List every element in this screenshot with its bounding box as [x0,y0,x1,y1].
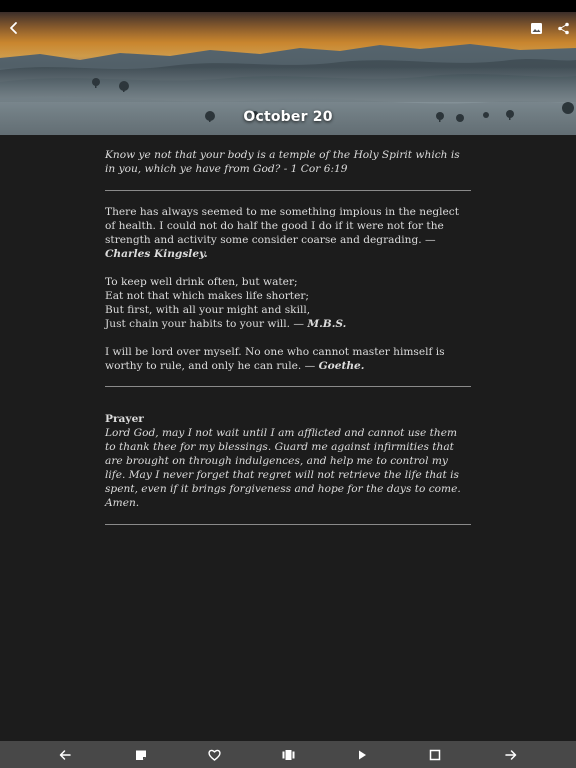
quote-paragraph [105,205,471,261]
play-icon [357,749,367,761]
quote-dash: — [301,360,319,372]
change-image-button[interactable] [525,17,547,39]
quote-text: I will be lord over myself. No one who cannot master himself is worthy to rule, and only he can rule. [105,346,445,372]
poem-line: To keep well drink often, but water; [105,276,298,288]
quote-dash: — [421,234,436,246]
arrow-right-icon [505,749,517,761]
notes-button[interactable] [131,745,151,765]
stop-square-icon [429,749,441,761]
stop-button[interactable] [425,745,445,765]
poem-line-text: Just chain your habits to your will. [105,318,290,330]
note-icon [135,749,147,761]
carousel-button[interactable] [278,745,298,765]
scripture-verse: Know ye not that your body is a temple of the Holy Spirit which is in you, which ye have from God? - 1 Cor 6:19 [105,149,460,175]
carousel-icon [282,749,295,761]
date-title: October 20 [243,109,333,125]
bottom-toolbar [0,741,576,768]
chevron-left-icon [7,21,21,35]
back-button[interactable] [3,17,25,39]
arrow-left-icon [59,749,71,761]
image-icon [530,22,543,35]
section-divider [105,190,471,191]
poem-dash: — [290,318,308,330]
reading-content [105,148,471,525]
share-button[interactable] [552,17,574,39]
play-button[interactable] [352,745,372,765]
quote-author: Goethe. [318,360,365,372]
quote-author: Charles Kingsley. [105,248,208,260]
poem-author: M.B.S. [307,318,347,330]
poem-line: Eat not that which makes life shorter; [105,290,309,302]
quote-text: There has always seemed to me something impious in the neglect of health. I could not do half the good I do if it were not for the strength and activity some consider coarse and degrading. [105,206,459,246]
section-divider [105,386,471,387]
header-image [0,12,576,135]
previous-button[interactable] [55,745,75,765]
status-bar [0,0,576,12]
favorite-button[interactable] [204,745,224,765]
poem-line: But first, with all your might and skill, [105,304,311,316]
prayer-text: Lord God, may I not wait until I am afflicted and cannot use them to thank thee for my blessings. Guard me against infirmities that are brought on through indulgences, and help me to control my life. May I never forget that regret will not retrieve the life that is spent, even if it brings forgiveness and hope for the days to come. Amen. [105,427,461,509]
section-divider [105,524,471,525]
poem-line-last [105,317,471,331]
next-button[interactable] [501,745,521,765]
prayer-title: Prayer [105,413,144,425]
heart-icon [208,749,221,761]
quote-paragraph [105,345,471,373]
share-icon [557,22,570,35]
poem [105,275,471,331]
